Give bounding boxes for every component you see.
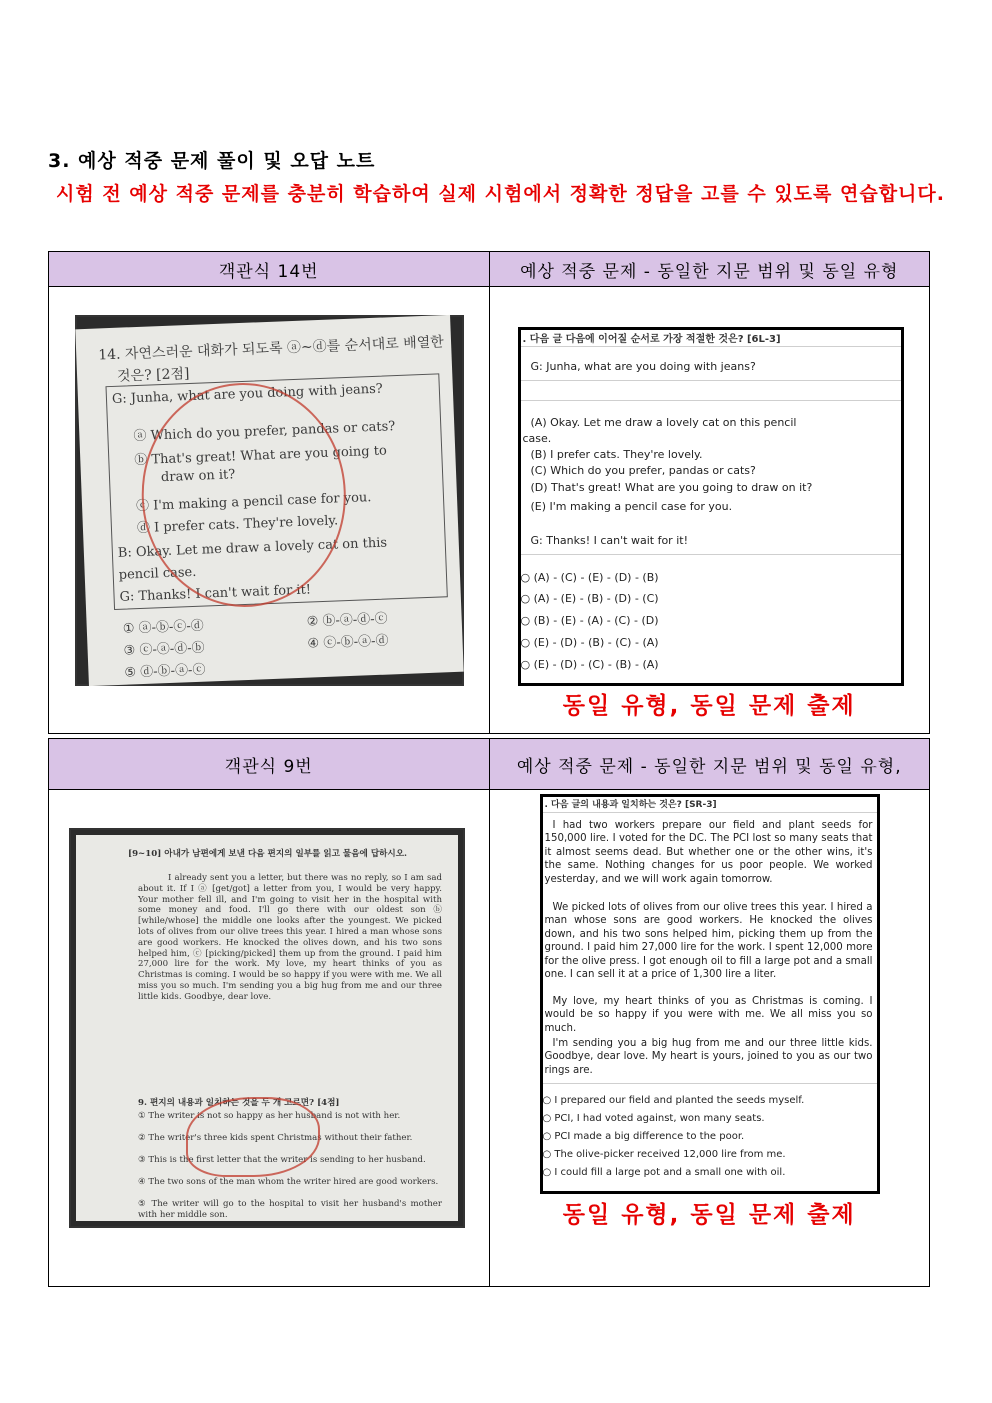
left-header-2: 객관식 9번 [49, 739, 490, 790]
shot-paragraph-2: We picked lots of olives from our olive trees this year. I hired a man whose sons are good workers. He knocked the olives down, and his two sons helped him, picking them up from the ground. I paid him 27,000 lire for the work. I spent 12,000 more for the olive press. I got enough oil to fill a large pot and a small one. I can sell it at a price of 1,300 lire a liter. [544, 902, 873, 981]
match-caption-2: 동일 유형, 동일 문제 출제 [562, 1202, 856, 1228]
shot-a: (A) Okay. Let me draw a lovely cat on this pencil [530, 416, 797, 429]
photo-bline: B: Okay. Let me draw a lovely cat on this [117, 535, 388, 561]
photo-opt-5: ⑤ The writer will go to the hospital to visit her husband's mother with her middle son. [138, 1199, 442, 1220]
intro-text: 시험 전 예상 적중 문제를 충분히 학습하여 실제 시험에서 정확한 정답을 고를 수 있도록 연습합니다. [56, 183, 945, 205]
right-header-2: 예상 적중 문제 - 동일한 지문 범위 및 동일 유형, [489, 739, 930, 790]
photo-question-9: 9. 편지의 내용과 일치하는 것을 두 개 고르면? [4점] [138, 1098, 340, 1108]
shot-option-1: ○ I prepared our field and planted the seeds myself. [542, 1095, 805, 1106]
shot-option-2: ○ (A) - (E) - (B) - (D) - (C) [520, 592, 659, 605]
divider [521, 346, 901, 347]
exam-photo-cell-2 [49, 790, 490, 1287]
divider [543, 812, 877, 813]
shot-option-3: ○ (B) - (E) - (A) - (C) - (D) [520, 614, 659, 627]
exam-photo-cell-1 [49, 287, 490, 734]
photo-g2: G: Thanks! I can't wait for it! [119, 582, 312, 605]
photo-opt-4: ④ The two sons of the man whom the writer hired are good workers. [138, 1177, 439, 1187]
shot-option-5: ○ I could fill a large pot and a small one with oil. [542, 1167, 786, 1178]
shot-d: (D) That's great! What are you going to draw on it? [530, 481, 813, 494]
comparison-table-1 [48, 251, 930, 734]
exam-photo-1 [77, 317, 462, 684]
shot-g2: G: Thanks! I can't wait for it! [530, 534, 688, 547]
divider [521, 554, 901, 555]
shot-option-3: ○ PCI made a big difference to the poor. [542, 1131, 745, 1142]
photo-question: 14. 자연스러운 대화가 되도록 ⓐ~ⓓ를 순서대로 배열한 [97, 334, 445, 364]
photo-a: ⓐ Which do you prefer, pandas or cats? [133, 419, 396, 445]
photo-opt-2: ② The writer's three kids spent Christmas without their father. [138, 1133, 413, 1143]
shot-option-2: ○ PCI, I had voted against, won many seats. [542, 1113, 765, 1124]
photo-bline2: pencil case. [118, 564, 197, 583]
shot-option-4: ○ (E) - (D) - (B) - (C) - (A) [520, 636, 659, 649]
photo-b: ⓑ That's great! What are you going to [134, 443, 388, 469]
photo-g1: G: Junha, what are you doing with jeans? [111, 381, 384, 407]
predicted-question-1 [518, 327, 904, 686]
shot-option-5: ○ (E) - (D) - (C) - (B) - (A) [520, 658, 659, 671]
photo-opt-2: ② ⓑ-ⓐ-ⓓ-ⓒ [306, 611, 388, 630]
shot-paragraph-1: I had two workers prepare our field and plant seeds for 150,000 lire. I voted for the DC. The PCI lost so many seats that it almost seems dead. But whether one or the other wins, it's the same. Nothing changes for us poor people. We worked yesterday, and we will work again tomorrow. [544, 820, 873, 885]
predicted-question-2 [540, 794, 880, 1194]
photo-intro: [9~10] 아내가 남편에게 보낸 다음 편지의 일부를 읽고 물음에 답하시오. [128, 849, 408, 859]
match-caption-1: 동일 유형, 동일 문제 출제 [562, 693, 856, 719]
photo-letter-body: I already sent you a letter, but there was no reply, so I am sad about it. If I ⓐ [get/got] a letter from you, I would be very happy. Your mother fell ill, and I'm going to visit her in the hospital with some money and food. I'll go there with our oldest son ⓑ [while/whose] the middle one looks after the youngest. We picked lots of olives from our olive trees this year. I hired a man whose sons are good workers. He knocked the olives down, and his two sons helped him, ⓒ [picking/picked] them up from the ground. I paid him 27,000 lire for the work. My love, my heart thinks of you as Christmas is coming. I would be so happy if you were with me. We all miss you so much. I'm sending you a big hug from me and our three little kids. Goodbye, dear love. [138, 873, 442, 1002]
divider [521, 400, 901, 401]
photo-opt-3: ③ ⓒ-ⓐ-ⓓ-ⓑ [123, 640, 205, 659]
right-header-1: 예상 적중 문제 - 동일한 지문 범위 및 동일 유형 [489, 252, 930, 287]
shot-paragraph-4: I'm sending you a big hug from me and our three little kids. Goodbye, dear love. My heart is yours, joined to you as our two rings are. [544, 1038, 873, 1076]
photo-opt-1: ① The writer is not so happy as her husband is not with her. [138, 1111, 401, 1121]
shot-paragraph-3: My love, my heart thinks of you as Christmas is coming. I would be so happy if you were with me. We all miss you so much. [544, 996, 873, 1034]
exam-paper-1 [75, 315, 463, 686]
shot-e: (E) I'm making a pencil case for you. [530, 500, 733, 513]
predicted-question-cell-2 [489, 790, 930, 1287]
shot-g1: G: Junha, what are you doing with jeans? [530, 360, 756, 373]
shot-option-4: ○ The olive-picker received 12,000 lire from me. [542, 1149, 786, 1160]
photo-opt-4: ④ ⓒ-ⓑ-ⓐ-ⓓ [307, 633, 389, 652]
divider [521, 380, 901, 381]
photo-opt-5: ⑤ ⓓ-ⓑ-ⓐ-ⓒ [124, 662, 206, 681]
photo-opt-1: ① ⓐ-ⓑ-ⓒ-ⓓ [122, 618, 205, 637]
photo-question-2: 것은? [2점] [116, 365, 190, 385]
photo-opt-3: ③ This is the first letter that the writer is sending to her husband. [138, 1155, 426, 1165]
section-heading: 3. 예상 적중 문제 풀이 및 오답 노트 [48, 150, 376, 172]
shot-a2: case. [522, 432, 552, 445]
shot-b: (B) I prefer cats. They're lovely. [530, 448, 703, 461]
predicted-question-cell-1 [489, 287, 930, 734]
photo-c: ⓒ I'm making a pencil case for you. [135, 490, 372, 515]
red-pen-mark [186, 1097, 320, 1177]
comparison-table-2 [48, 738, 930, 1287]
exam-paper-2 [76, 835, 458, 1221]
shot-title: . 다음 글 다음에 이어질 순서로 가장 적절한 것은? [6L-3] [522, 334, 781, 345]
shot-option-1: ○ (A) - (C) - (E) - (D) - (B) [520, 571, 659, 584]
shot-title: . 다음 글의 내용과 일치하는 것은? [SR-3] [544, 800, 717, 810]
left-header-1: 객관식 14번 [49, 252, 490, 287]
divider [543, 1083, 877, 1084]
photo-d: ⓓ I prefer cats. They're lovely. [136, 513, 339, 537]
shot-c: (C) Which do you prefer, pandas or cats? [530, 464, 756, 477]
exam-photo-2 [71, 830, 463, 1226]
photo-b2: draw on it? [160, 467, 236, 486]
